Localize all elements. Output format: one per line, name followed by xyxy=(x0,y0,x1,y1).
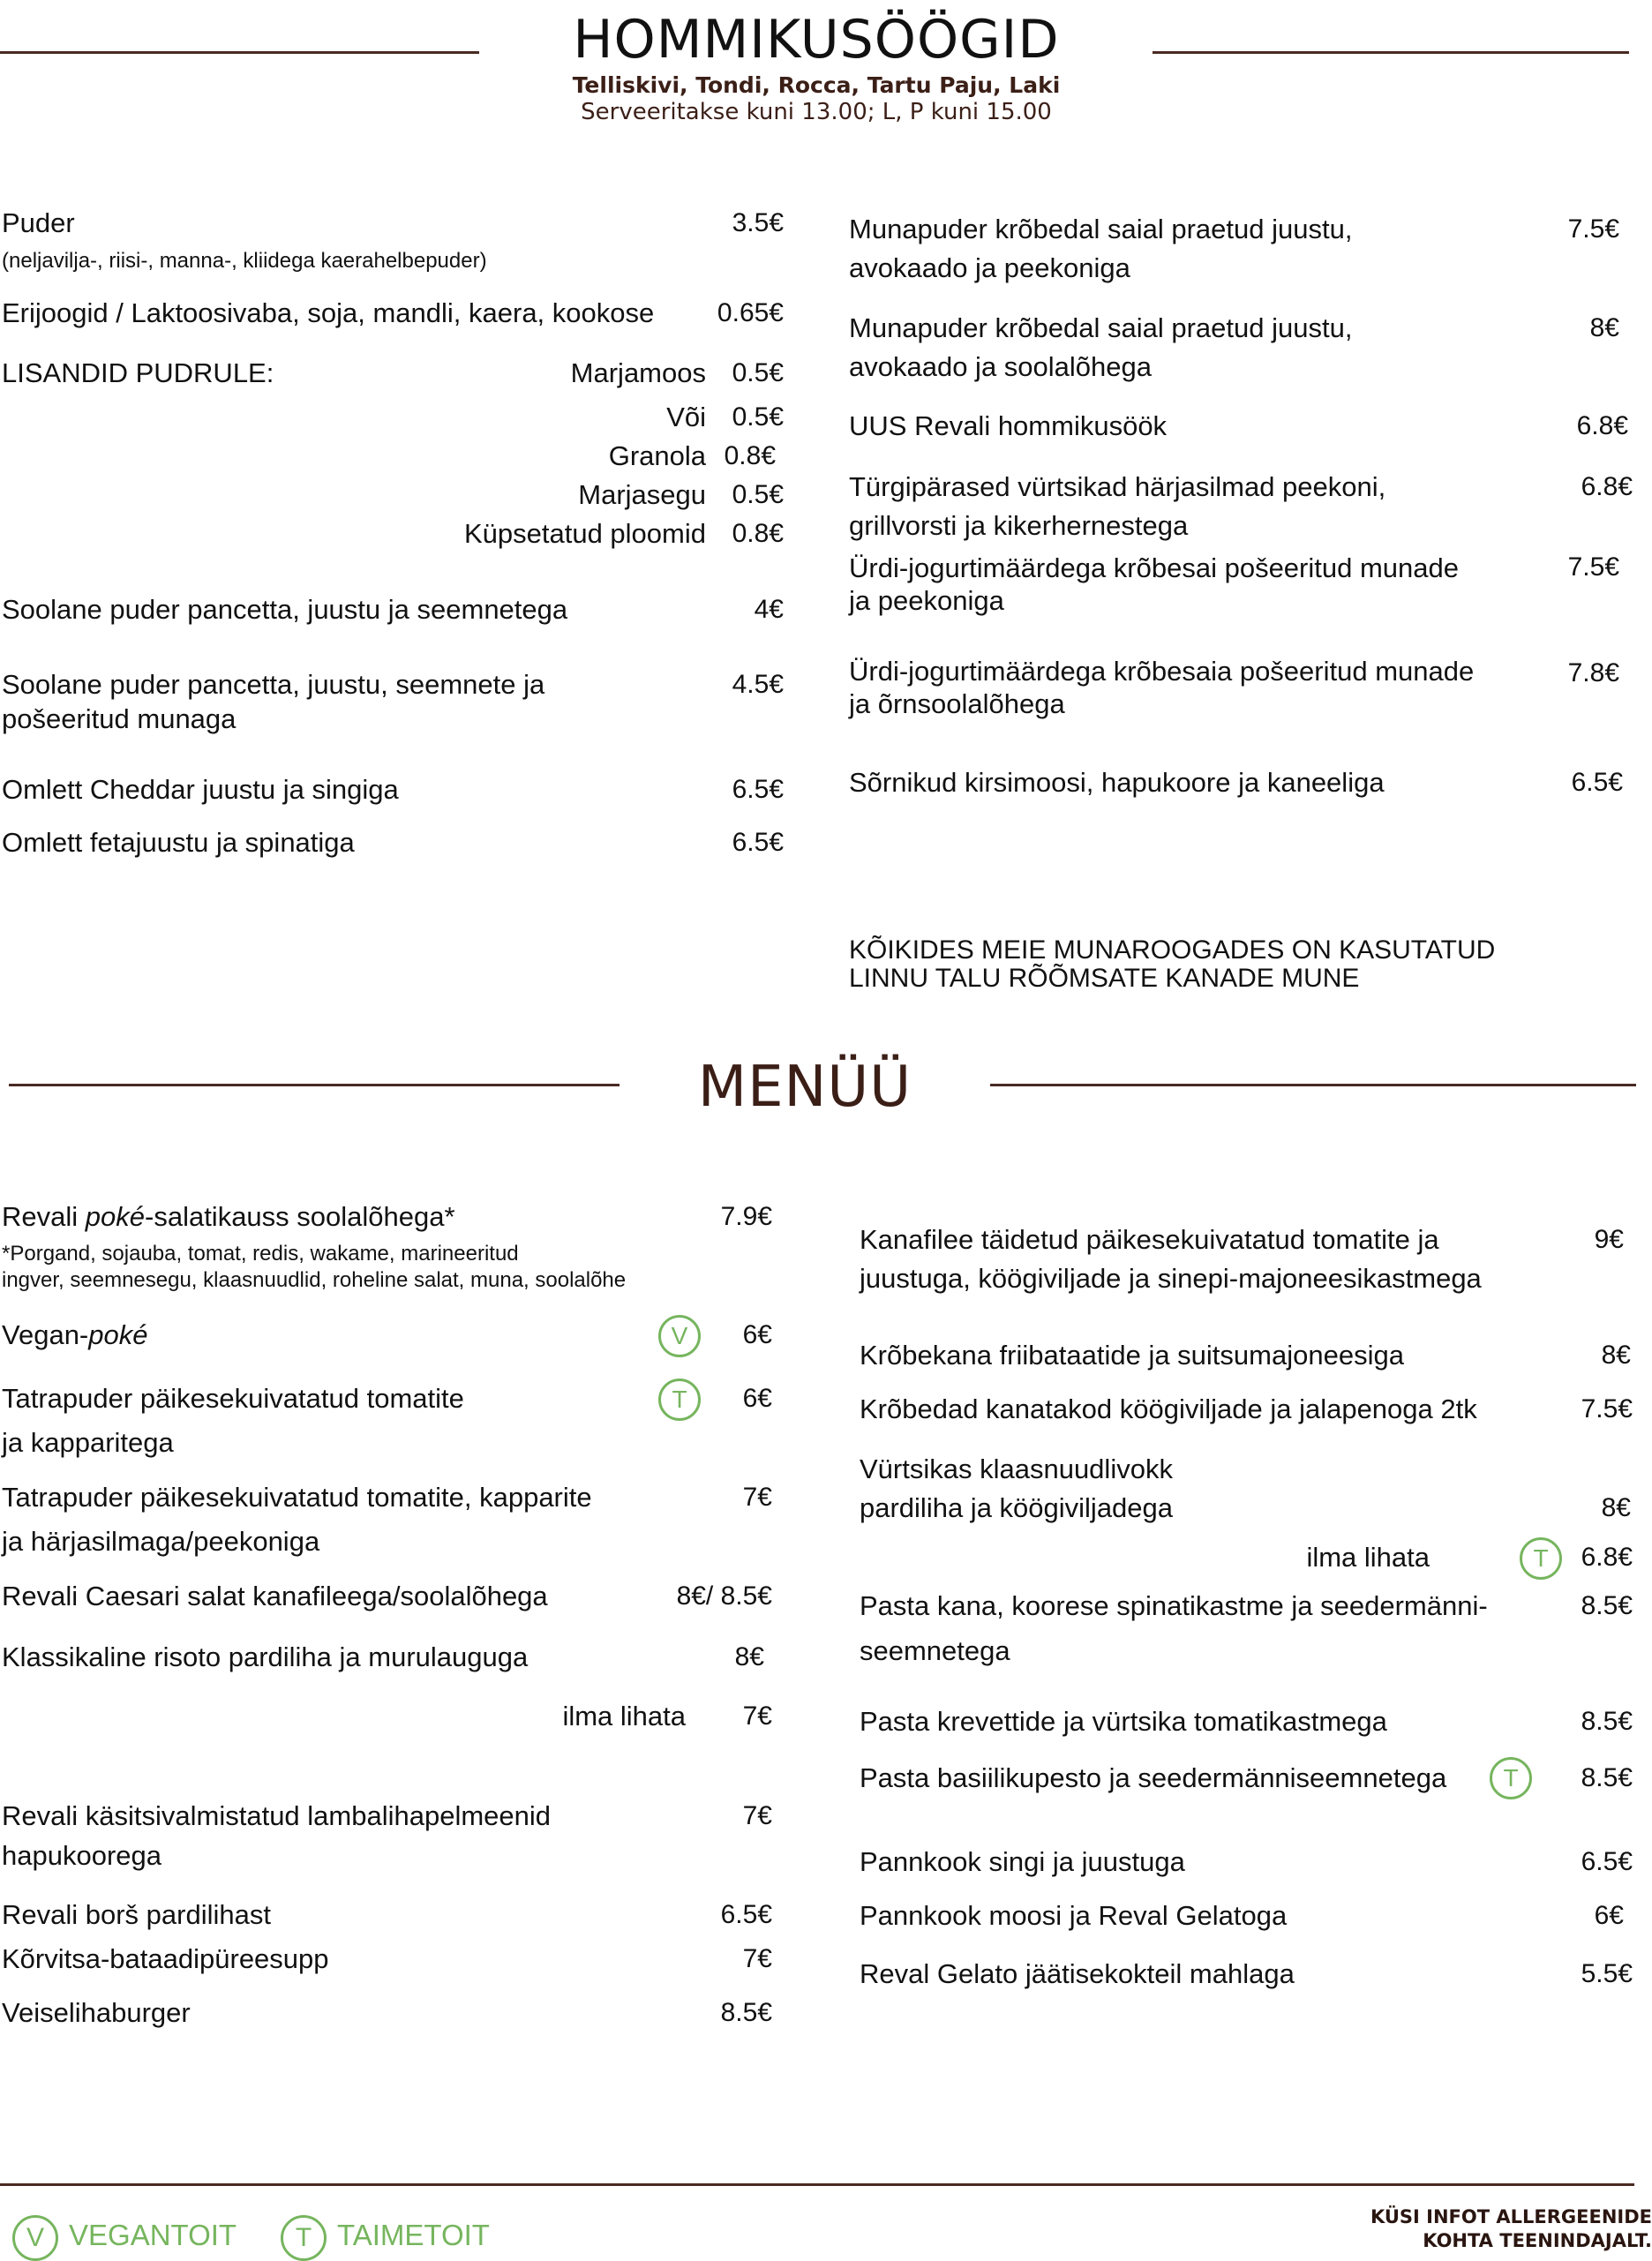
pumpkin-soup-price: 7€ xyxy=(742,1944,772,1973)
vegetarian-icon: T xyxy=(658,1378,701,1421)
crispy-chicken-price: 8€ xyxy=(1601,1341,1631,1370)
egg-dish-price: 7.8€ xyxy=(1567,658,1619,687)
vegetarian-legend-label: TAIMETOIT xyxy=(337,2219,490,2251)
caesar-salad-price: 8€/ 8.5€ xyxy=(676,1581,772,1611)
egg-dish-line1: Türgipärased vürtsikad härjasilmad peekoni, xyxy=(849,471,1386,502)
header-rule-left xyxy=(0,51,479,54)
gelato-cocktail-price: 5.5€ xyxy=(1581,1959,1633,1988)
dumplings-price: 7€ xyxy=(742,1801,772,1830)
salty-porridge-1-price: 4€ xyxy=(754,595,784,624)
header-rule-right xyxy=(1153,51,1629,54)
vegan-icon: V xyxy=(658,1315,701,1357)
pancake-jam: Pannkook moosi ja Reval Gelatoga xyxy=(860,1900,1288,1931)
egg-dish-price: 6.8€ xyxy=(1576,411,1628,440)
risotto-meatless: ilma lihata xyxy=(562,1701,686,1731)
addon-name: Granola xyxy=(608,440,706,471)
wok-price: 8€ xyxy=(1601,1493,1631,1522)
egg-dish-line2: avokaado ja soolalõhega xyxy=(849,351,1152,382)
chicken-fillet-line2: juustuga, köögiviljade ja sinepi-majoneesikastmega xyxy=(860,1263,1482,1294)
menu-title: MENÜÜ xyxy=(697,1055,912,1120)
caesar-salad: Revali Caesari salat kanafileega/soolalõhega xyxy=(2,1581,548,1611)
vegan-poke-name: Vegan-poké xyxy=(2,1319,148,1350)
pasta-chicken-price: 8.5€ xyxy=(1581,1591,1633,1620)
breakfast-title: HOMMIKUSÖÖGID xyxy=(573,9,1060,71)
addon-price: 0.8€ xyxy=(732,519,784,548)
pasta-pesto-price: 8.5€ xyxy=(1581,1763,1633,1792)
borscht-price: 6.5€ xyxy=(720,1900,772,1929)
pumpkin-soup: Kõrvitsa-bataadipüreesupp xyxy=(2,1943,329,1974)
menu-rule-left xyxy=(9,1084,620,1086)
salty-porridge-2-price: 4.5€ xyxy=(732,670,784,699)
egg-dish-price: 6.5€ xyxy=(1571,768,1623,797)
egg-dish-line2: avokaado ja peekoniga xyxy=(849,252,1130,283)
wok-line2: pardiliha ja köögiviljadega xyxy=(860,1492,1174,1523)
puder-description: (neljavilja-, riisi-, manna-, kliidega kaerahelbepuder) xyxy=(2,249,487,273)
egg-note-line2: LINNU TALU RÕÕMSATE KANADE MUNE xyxy=(849,964,1360,993)
poke-price: 7.9€ xyxy=(720,1202,772,1231)
egg-dish-line2: ja peekoniga xyxy=(849,585,1004,616)
omelette-feta-price: 6.5€ xyxy=(732,828,784,857)
pancake-jam-price: 6€ xyxy=(1594,1901,1624,1930)
addon-name: Või xyxy=(666,402,706,432)
vegan-poke-price: 6€ xyxy=(742,1320,772,1349)
vegetarian-icon: T xyxy=(1520,1537,1562,1580)
addon-price: 0.5€ xyxy=(732,480,784,509)
buckwheat-2-line1: Tatrapuder päikesekuivatatud tomatite, kapparite xyxy=(2,1482,592,1513)
burger-price: 8.5€ xyxy=(720,1998,772,2027)
poke-name: Revali poké-salatikauss soolalõhega* xyxy=(2,1201,455,1232)
omelette-cheddar-price: 6.5€ xyxy=(732,775,784,804)
poke-description-line2: ingver, seemnesegu, klaasnuudlid, roheline salat, muna, soolalõhe xyxy=(2,1268,627,1292)
vegetarian-icon: T xyxy=(1490,1757,1532,1799)
vegetarian-legend-icon: T xyxy=(281,2215,327,2261)
egg-dish-line2: ja õrnsoolalõhega xyxy=(849,688,1065,719)
wok-meatless: ilma lihata xyxy=(1306,1542,1430,1573)
egg-dish-line1: UUS Revali hommikusöök xyxy=(849,410,1168,441)
chicken-fillet-line1: Kanafilee täidetud päikesekuivatatud tomatite ja xyxy=(860,1224,1439,1255)
egg-dish-line1: Munapuder krõbedal saial praetud juustu, xyxy=(849,214,1353,244)
pasta-shrimp-price: 8.5€ xyxy=(1581,1707,1633,1736)
pasta-chicken-line2: seemnetega xyxy=(860,1635,1010,1666)
footer-rule xyxy=(0,2183,1634,2186)
egg-dish-price: 8€ xyxy=(1589,313,1619,342)
addon-name: Marjamoos xyxy=(570,357,706,388)
egg-dish-line1: Ürdi-jogurtimäärdega krõbesai pošeeritud munade xyxy=(849,552,1459,583)
pancake-ham: Pannkook singi ja juustuga xyxy=(860,1846,1185,1877)
allergen-note-line1: KÜSI INFOT ALLERGEENIDE xyxy=(1370,2206,1652,2227)
risotto-meatless-price: 7€ xyxy=(742,1701,772,1731)
puder-name: Puder xyxy=(2,207,75,238)
wok-meatless-price: 6.8€ xyxy=(1581,1543,1633,1572)
addon-price: 0.8€ xyxy=(724,441,776,470)
salty-porridge-1: Soolane puder pancetta, juustu ja seemnetega xyxy=(2,594,568,625)
puder-price: 3.5€ xyxy=(732,208,784,237)
egg-dish-price: 7.5€ xyxy=(1567,552,1619,582)
wok-line1: Vürtsikas klaasnuudlivokk xyxy=(860,1454,1173,1484)
addons-label: LISANDID PUDRULE: xyxy=(2,357,274,388)
egg-dish-line1: Sõrnikud kirsimoosi, hapukoore ja kaneeliga xyxy=(849,767,1385,798)
pasta-shrimp: Pasta krevettide ja vürtsika tomatikastmega xyxy=(860,1706,1387,1737)
crispy-chicken: Krõbekana friibataatide ja suitsumajoneesiga xyxy=(860,1340,1404,1371)
menu-rule-right xyxy=(990,1084,1636,1086)
milk-price: 0.65€ xyxy=(717,298,784,327)
buckwheat-1-line1: Tatrapuder päikesekuivatatud tomatite xyxy=(2,1383,464,1414)
buckwheat-2-line2: ja härjasilmaga/peekoniga xyxy=(2,1526,320,1557)
borscht: Revali borš pardilihast xyxy=(2,1899,271,1930)
breakfast-locations: Telliskivi, Tondi, Rocca, Tartu Paju, Laki xyxy=(572,72,1061,98)
buckwheat-2-price: 7€ xyxy=(742,1483,772,1512)
salty-porridge-2-line2: pošeeritud munaga xyxy=(2,703,237,734)
risotto: Klassikaline risoto pardiliha ja murulauguga xyxy=(2,1641,529,1672)
pasta-pesto: Pasta basiilikupesto ja seedermänniseemnetega xyxy=(860,1762,1447,1793)
egg-dish-price: 7.5€ xyxy=(1567,214,1619,244)
burger: Veiselihaburger xyxy=(2,1997,191,2028)
dumplings-line2: hapukoorega xyxy=(2,1840,161,1871)
pancake-ham-price: 6.5€ xyxy=(1581,1847,1633,1876)
risotto-price: 8€ xyxy=(734,1642,764,1671)
egg-dish-price: 6.8€ xyxy=(1581,472,1633,501)
dumplings-line1: Revali käsitsivalmistatud lambalihapelmeenid xyxy=(2,1800,552,1831)
salty-porridge-2-line1: Soolane puder pancetta, juustu, seemnete ja xyxy=(2,669,545,700)
buckwheat-1-price: 6€ xyxy=(742,1384,772,1413)
egg-dish-line1: Ürdi-jogurtimäärdega krõbesaia pošeeritud munade xyxy=(849,656,1475,687)
chicken-fillet-price: 9€ xyxy=(1594,1225,1624,1254)
milk-options: Erijoogid / Laktoosivaba, soja, mandli, kaera, kookose xyxy=(2,297,655,328)
addon-price: 0.5€ xyxy=(732,358,784,387)
addon-price: 0.5€ xyxy=(732,402,784,432)
buckwheat-1-line2: ja kapparitega xyxy=(2,1427,174,1458)
egg-note-line1: KÕIKIDES MEIE MUNAROOGADES ON KASUTATUD xyxy=(849,935,1496,965)
addon-name: Marjasegu xyxy=(578,479,706,510)
vegan-legend-icon: V xyxy=(12,2215,58,2261)
gelato-cocktail: Reval Gelato jäätisekokteil mahlaga xyxy=(860,1958,1295,1989)
poke-description-line1: *Porgand, sojauba, tomat, redis, wakame, marineeritud xyxy=(2,1242,519,1266)
egg-dish-line1: Munapuder krõbedal saial praetud juustu, xyxy=(849,312,1353,343)
pasta-chicken-line1: Pasta kana, koorese spinatikastme ja seedermänni- xyxy=(860,1590,1488,1621)
omelette-feta: Omlett fetajuustu ja spinatiga xyxy=(2,827,355,858)
chicken-legs-price: 7.5€ xyxy=(1581,1394,1633,1423)
omelette-cheddar: Omlett Cheddar juustu ja singiga xyxy=(2,774,399,805)
breakfast-serving-hours: Serveeritakse kuni 13.00; L, P kuni 15.00 xyxy=(581,99,1052,125)
egg-dish-line2: grillvorsti ja kikerhernestega xyxy=(849,510,1189,541)
vegan-legend-label: VEGANTOIT xyxy=(69,2219,237,2251)
chicken-legs: Krõbedad kanatakod köögiviljade ja jalapenoga 2tk xyxy=(860,1393,1477,1424)
addon-name: Küpsetatud ploomid xyxy=(463,518,706,549)
allergen-note-line2: KOHTA TEENINDAJALT. xyxy=(1423,2230,1652,2251)
